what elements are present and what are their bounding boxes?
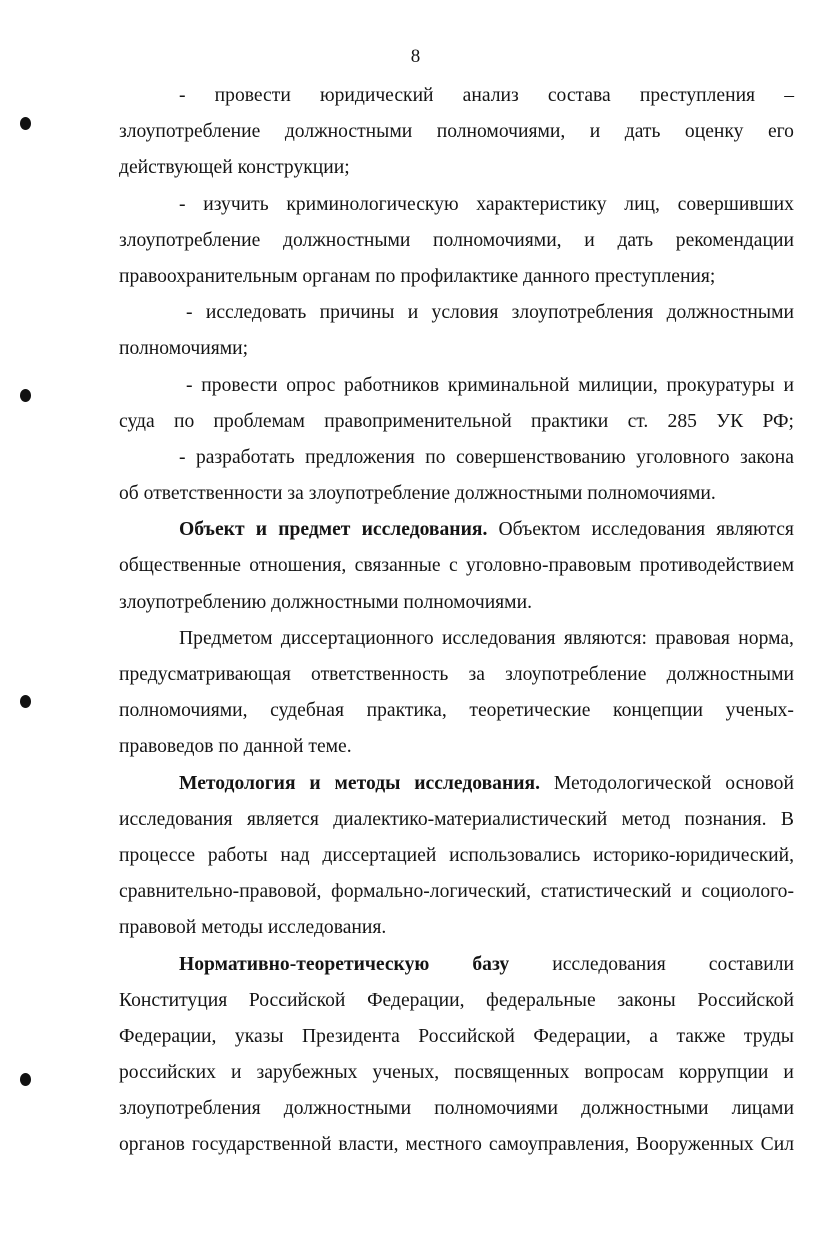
text-line: [119, 585, 794, 621]
word: с: [448, 555, 458, 577]
word: уголовно-правовым: [465, 555, 632, 577]
word: по: [425, 446, 446, 468]
word: дать: [624, 121, 661, 143]
word: работников: [344, 374, 440, 396]
word: Российской: [248, 989, 346, 1011]
word: коррупции: [678, 1062, 769, 1084]
word: должностными: [581, 1098, 709, 1120]
word: исследования: [552, 953, 666, 975]
word: должностными: [282, 229, 411, 251]
text-line: [119, 223, 794, 259]
word: зарубежных: [256, 1062, 358, 1084]
word: Методологической: [553, 772, 712, 794]
word: концепции: [613, 700, 703, 722]
word: -: [179, 193, 186, 215]
word: В: [780, 808, 794, 830]
binder-hole-mark: [20, 695, 31, 708]
word: диссертационного: [280, 627, 434, 649]
word: общественные: [119, 555, 241, 577]
text-line: [119, 548, 794, 584]
text-line: [119, 295, 794, 331]
text-line: [119, 874, 794, 910]
word: статистический: [540, 881, 672, 903]
word: правоохранительным органам по профилактике данного преступления;: [119, 265, 716, 287]
word: полномочиями,: [436, 121, 566, 143]
word: правовой методы исследования.: [119, 917, 387, 939]
word: исследования: [441, 627, 556, 649]
word: оценку: [684, 121, 744, 143]
text-line: [119, 1055, 794, 1091]
word: злоупотребления: [119, 1098, 261, 1120]
text-line: [119, 729, 794, 765]
word: и: [589, 121, 601, 143]
word: анализ: [462, 85, 519, 106]
text-line: [119, 802, 794, 838]
word: УК: [716, 410, 744, 432]
word: судебная: [270, 700, 345, 722]
word: характеристику: [476, 193, 607, 215]
word: самоуправления,: [488, 1134, 630, 1156]
word: полномочиями,: [119, 700, 248, 722]
word: практики: [530, 410, 609, 432]
word: исследования: [119, 808, 233, 830]
word: действующей конструкции;: [119, 157, 350, 179]
word: Объект: [179, 519, 245, 541]
word: указы: [234, 1025, 284, 1047]
word: и: [783, 374, 794, 396]
word: должностными: [666, 664, 794, 685]
word: правовая: [655, 627, 730, 649]
word: познания.: [684, 808, 767, 830]
word: РФ;: [762, 410, 794, 432]
word: исследовать: [205, 302, 307, 324]
word: должностными: [666, 302, 794, 324]
text-line: [119, 1019, 794, 1055]
word: Российской: [418, 1025, 515, 1047]
word: законы: [617, 989, 676, 1011]
word: злоупотребления: [511, 302, 654, 324]
text-line: [119, 657, 794, 693]
word: Нормативно-теоретическую: [179, 953, 430, 975]
word: предложения: [305, 446, 415, 468]
word: об ответственности за злоупотребление должностными полномочиями.: [119, 483, 716, 505]
word: причины: [319, 302, 395, 324]
word: рекомендации: [675, 229, 794, 251]
word: Российской: [697, 989, 794, 1011]
word: Федерации,: [119, 1025, 217, 1047]
word: теоретические: [469, 700, 591, 722]
word: процессе: [119, 844, 196, 866]
text-line: [119, 512, 794, 548]
word: по: [173, 410, 195, 432]
text-line: [119, 693, 794, 729]
word: являются: [716, 519, 794, 541]
word: криминальной: [447, 374, 570, 396]
word: базу: [472, 953, 510, 975]
text-line: [119, 838, 794, 874]
word: -: [186, 374, 193, 396]
word: ученых-: [725, 700, 794, 722]
binder-hole-mark: [20, 1073, 31, 1086]
text-line: [119, 440, 794, 476]
word: труды: [743, 1025, 794, 1047]
word: предусматривающая: [119, 664, 291, 685]
text-line: [119, 621, 794, 657]
word: посвященных: [454, 1062, 570, 1084]
word: полномочиями: [434, 1098, 558, 1120]
text-line: [119, 476, 794, 512]
word: вопросам: [584, 1062, 664, 1084]
word: и: [309, 772, 321, 794]
word: исследования.: [361, 519, 488, 541]
word: провести: [201, 374, 278, 396]
text-line: [119, 187, 794, 223]
word: составили: [708, 953, 794, 975]
word: злоупотребление: [119, 121, 261, 143]
page-number: 8: [410, 46, 421, 67]
word: уголовного: [636, 446, 730, 468]
word: милиции,: [578, 374, 658, 396]
text-line: [119, 1091, 794, 1127]
word: использовались: [449, 844, 581, 866]
word: его: [767, 121, 794, 143]
text-line: [119, 1127, 794, 1163]
word: и: [783, 1062, 794, 1084]
text-line: [119, 947, 794, 983]
word: и: [681, 881, 692, 903]
word: диалектико-материалистический: [333, 808, 608, 830]
word: и: [584, 229, 595, 251]
word: практика,: [366, 700, 447, 722]
word: прокуратуры: [666, 374, 775, 396]
word: формально-логический,: [331, 881, 532, 903]
word: Объектом: [498, 519, 581, 541]
word: и: [230, 1062, 242, 1084]
word: преступления: [639, 85, 756, 106]
text-line: [119, 404, 794, 440]
text-line: [119, 259, 794, 295]
word: ответственность: [311, 664, 449, 685]
text-line: [119, 331, 794, 367]
word: историко-юридический,: [593, 844, 794, 866]
word: Федерации,: [367, 989, 465, 1011]
word: противодействием: [639, 555, 794, 577]
text-line: [119, 983, 794, 1019]
word: -: [179, 85, 186, 106]
word: совершенствованию: [455, 446, 626, 468]
word: злоупотребление: [505, 664, 647, 685]
word: Президента: [302, 1025, 400, 1047]
word: связанные: [354, 555, 441, 577]
word: основой: [725, 772, 794, 794]
word: отношения,: [249, 555, 347, 577]
word: методы: [334, 772, 401, 794]
binder-hole-mark: [20, 389, 31, 402]
text-line: [119, 766, 794, 802]
word: суда: [119, 410, 155, 432]
word: правоведов по данной теме.: [119, 736, 352, 758]
word: органов: [119, 1134, 185, 1156]
word: ученых,: [372, 1062, 440, 1084]
word: сравнительно-правовой,: [119, 881, 322, 903]
word: местного: [405, 1134, 482, 1156]
text-line: [119, 78, 794, 114]
word: Сил: [760, 1134, 794, 1156]
word: состава: [547, 85, 611, 106]
word: полномочиями;: [119, 338, 249, 360]
word: и: [255, 519, 268, 541]
word: исследования: [591, 519, 706, 541]
word: опрос: [286, 374, 336, 396]
word: -: [186, 302, 193, 324]
word: лиц,: [624, 193, 660, 215]
word: и: [407, 302, 419, 324]
word: Предметом: [179, 627, 273, 649]
text-line: [119, 114, 794, 150]
word: -: [179, 446, 186, 468]
word: федеральные: [486, 989, 596, 1011]
word: метод: [621, 808, 671, 830]
word: –: [784, 85, 794, 106]
text-line: [119, 150, 794, 186]
word: норма,: [738, 627, 794, 649]
word: лицами: [731, 1098, 794, 1120]
text-line: [119, 368, 794, 404]
word: провести: [214, 85, 291, 106]
word: полномочиями,: [433, 229, 562, 251]
word: является: [246, 808, 319, 830]
word: предмет: [278, 519, 351, 541]
word: должностными: [283, 1098, 412, 1120]
word: Конституция: [119, 989, 228, 1011]
word: государственной: [191, 1134, 332, 1156]
word: за: [468, 664, 485, 685]
word: криминологическую: [286, 193, 459, 215]
body-text: [119, 78, 794, 1164]
text-line: [119, 910, 794, 946]
word: являются:: [563, 627, 647, 649]
word: условия: [431, 302, 499, 324]
word: исследования.: [414, 772, 541, 794]
word: российских: [119, 1062, 216, 1084]
word: социолого-: [701, 881, 794, 903]
word: должностными: [284, 121, 413, 143]
word: дать: [617, 229, 654, 251]
word: над: [280, 844, 310, 866]
word: закона: [739, 446, 794, 468]
word: власти,: [338, 1134, 399, 1156]
word: а: [649, 1025, 658, 1047]
word: злоупотребление: [119, 229, 261, 251]
word: правоприменительной: [324, 410, 512, 432]
word: Методология: [179, 772, 296, 794]
word: 285: [667, 410, 697, 432]
word: совершивших: [677, 193, 794, 215]
word: работы: [207, 844, 268, 866]
word: Федерации,: [533, 1025, 631, 1047]
word: также: [676, 1025, 726, 1047]
word: разработать: [195, 446, 295, 468]
word: злоупотреблению должностными полномочиями.: [119, 591, 532, 613]
binder-hole-mark: [20, 117, 31, 130]
word: диссертацией: [322, 844, 437, 866]
word: ст.: [627, 410, 649, 432]
word: проблемам: [213, 410, 305, 432]
word: Вооруженных: [636, 1134, 754, 1156]
word: юридический: [319, 85, 434, 106]
word: изучить: [203, 193, 269, 215]
